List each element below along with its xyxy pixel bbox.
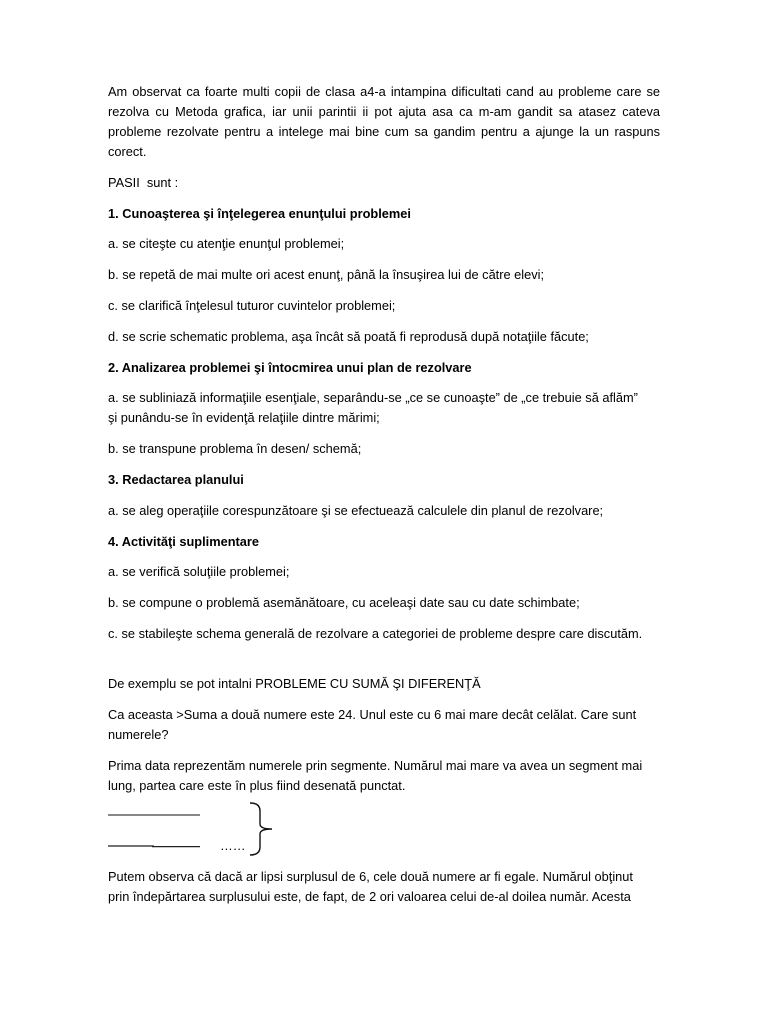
example-problem-line: Ca aceasta >Suma a două numere este 24. Unul este cu 6 mai mare decât celălat. Care sunt (108, 706, 637, 722)
example-explanation-line: lung, partea care este în plus fiind desenată punctat. (108, 777, 406, 793)
example-explanation-line: Prima data reprezentăm numerele prin segmente. Numărul mai mare va avea un segment mai (108, 757, 643, 773)
example-intro-text: De exemplu se pot intalni (108, 675, 256, 691)
step-item: a. se aleg operaţiile corespunzătoare şi se efectuează calculele din planul de rezolvare; (108, 502, 604, 518)
step-item-line: şi punându-se în evidenţă relaţiile dintre mărimi; (108, 410, 380, 426)
section-heading-4: 4. Activităţi suplimentare (108, 533, 260, 549)
step-item: a. se citeşte cu atenţie enunţul problemei; (108, 236, 345, 252)
example-continuation-line: prin îndepărtarea surplusului este, de fapt, de 2 ori valoarea celui de-al doilea număr. Acesta (108, 889, 631, 905)
example-explanation (108, 756, 660, 796)
intro-line: Am observat ca foarte multi copii de clasa a4-a intampina dificultati cand au probleme care se (108, 84, 660, 99)
step-item: c. se stabileşte schema generală de rezolvare a categoriei de probleme despre care discutăm. (108, 625, 643, 641)
intro-line: probleme rezolvate pentru a intelege mai bine cum sa gandim pentru a ajunge la un raspuns (108, 124, 660, 139)
steps-heading: PASII sunt : (108, 174, 179, 190)
step-item: b. se compune o problemă asemănătoare, cu aceleaşi date sau cu date schimbate; (108, 595, 580, 611)
dotted-surplus-label: …… (220, 838, 246, 854)
example-continuation-line: Putem observa că dacă ar lipsi surplusul de 6, cele două numere ar fi egale. Numărul obţinut (108, 869, 633, 885)
intro-paragraph (108, 82, 660, 162)
step-item: d. se scrie schematic problema, aşa încât să poată fi reprodusă după notaţiile făcute; (108, 328, 589, 344)
example-problem-line: numerele? (108, 726, 169, 742)
segment-diagram (108, 806, 660, 856)
curly-brace (250, 803, 272, 855)
step-item-line: a. se subliniază informaţiile esenţiale, separându-se „ce se cunoaşte” de „ce trebuie să aflăm” (108, 390, 638, 406)
example-problem (108, 705, 660, 745)
step-item: c. se clarifică înţelesul tuturor cuvintelor problemei; (108, 297, 396, 313)
section-heading-1: 1. Cunoaşterea şi înţelegerea enunţului problemei (108, 205, 411, 221)
section-heading-2: 2. Analizarea problemei şi întocmirea unui plan de rezolvare (108, 359, 472, 375)
example-problem-type: PROBLEME CU SUMĂ ŞI DIFERENŢĂ (255, 675, 481, 691)
step-item: a. se verifică soluţiile problemei; (108, 564, 290, 580)
segment-diagram-drawing (108, 802, 288, 860)
example-continuation (108, 867, 660, 907)
step-item (108, 388, 660, 428)
section-heading-3: 3. Redactarea planului (108, 471, 244, 487)
intro-line: corect. (108, 144, 147, 159)
intro-line: rezolva cu Metoda grafica, iar unii parintii ii pot ajuta asa ca m-am gandit sa atasez cateva (108, 104, 660, 119)
step-item: b. se repetă de mai multe ori acest enunţ, până la însuşirea lui de către elevi; (108, 267, 545, 283)
example-intro (108, 674, 660, 694)
step-item: b. se transpune problema în desen/ schemă; (108, 441, 362, 457)
